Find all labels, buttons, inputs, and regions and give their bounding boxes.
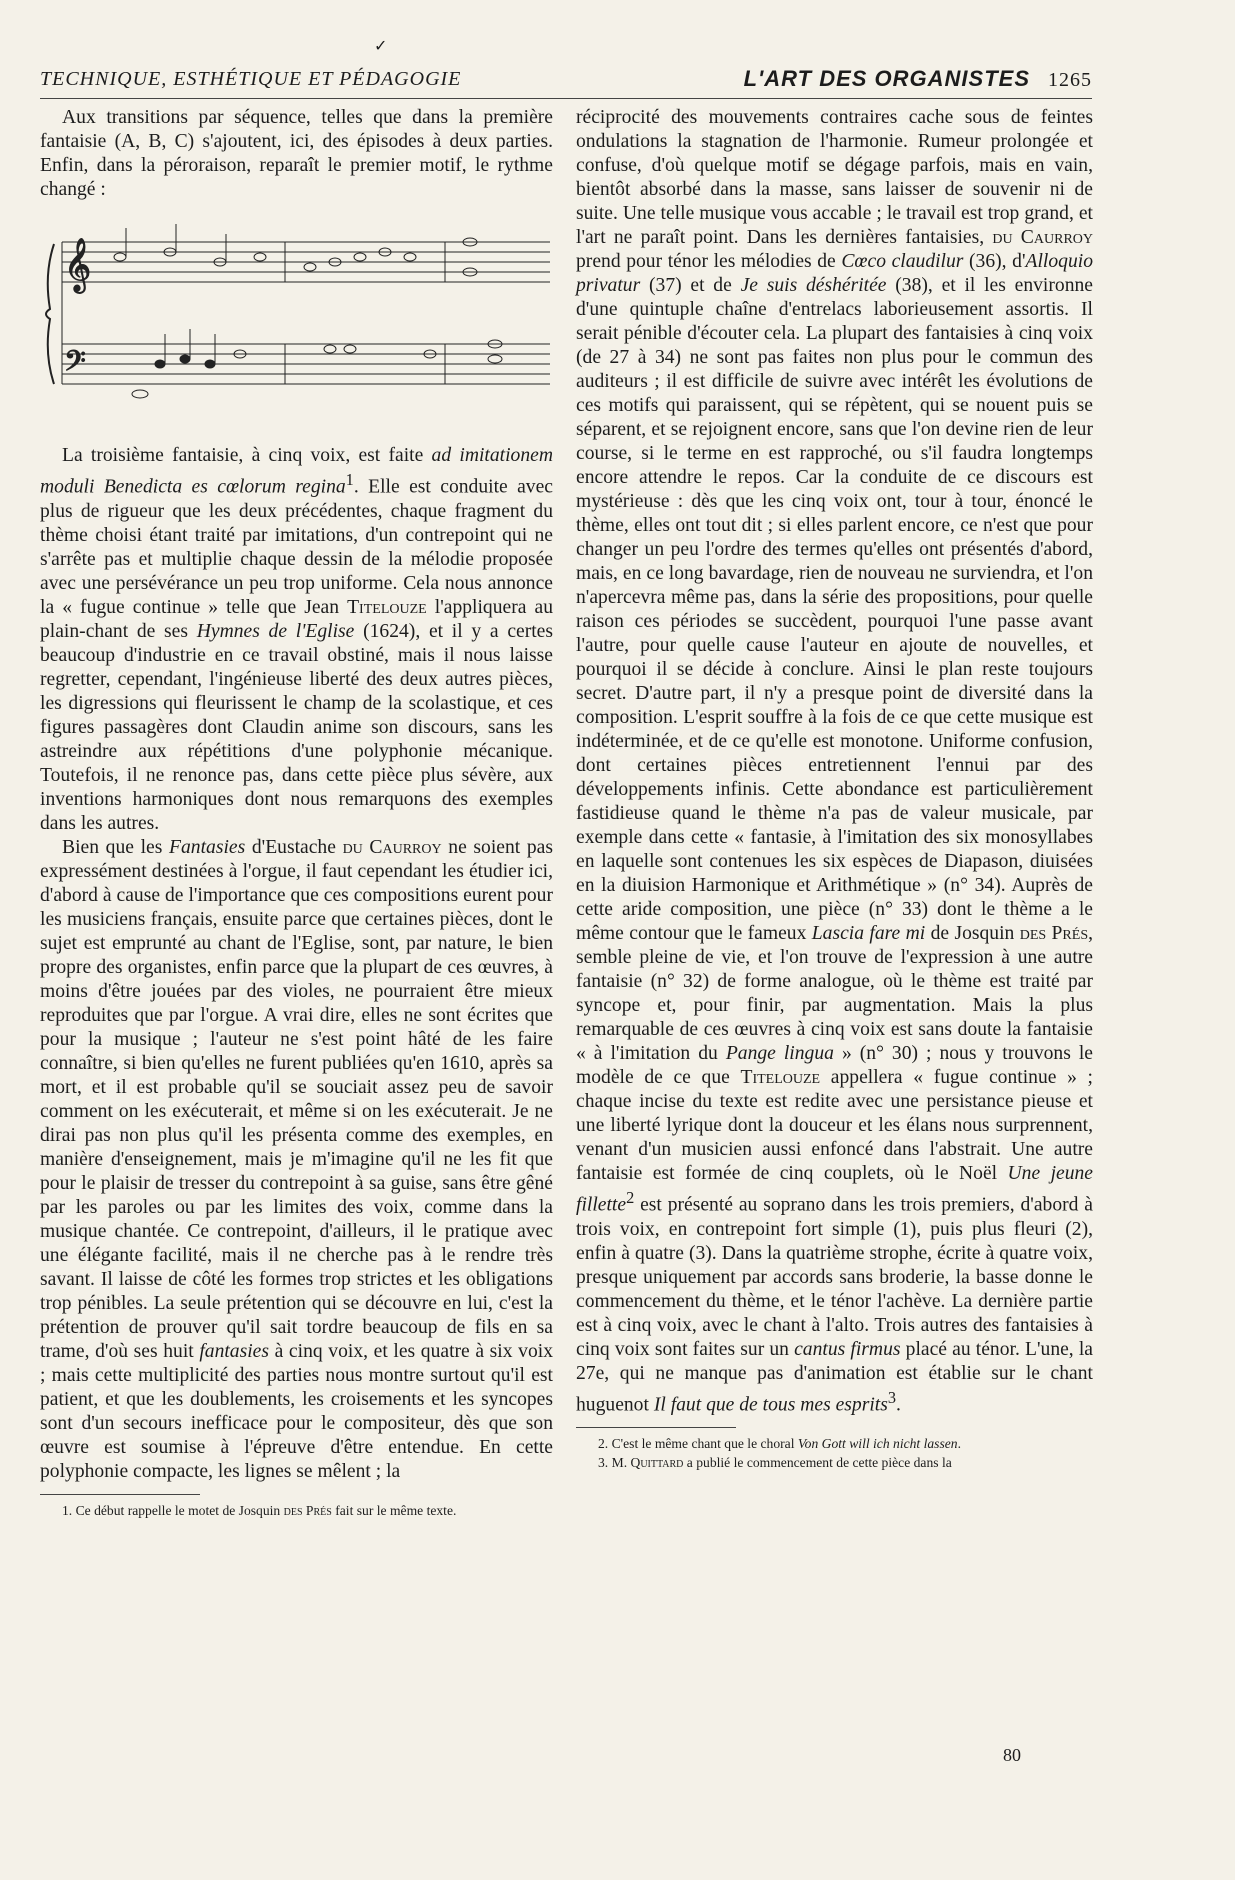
paragraph <box>40 836 553 1484</box>
text-run: de Josquin <box>925 923 1020 944</box>
name-smallcaps: Quittard <box>630 1455 684 1471</box>
name-smallcaps: du Caurroy <box>992 227 1093 248</box>
italic-title: Je suis déshéritée <box>740 275 887 296</box>
text-run: réciprocité des mouvements contraires cache sous de feintes ondulations la stagnation de l'harmonie. Rumeur prolongée et confuse, d'où quelque motif se dégage parfois, mais en vain, bientôt absorbé dans la masse, sans laisser de souvenir ni de suite. Une telle musique vous accable ; le travail est trop grand, et l'art ne paraît point. Dans les dernières fantaisies, <box>576 107 1093 248</box>
footnote-number: 3. <box>598 1455 609 1471</box>
italic-title: Cœco claudilur <box>841 251 964 272</box>
italic-title: Il faut que de tous mes esprits <box>653 1394 888 1416</box>
text-run: (37) et de <box>640 275 741 296</box>
text-run: appellera « fugue continue » ; chaque incise du texte est redite avec une persistance pieuse et une liberté lyrique dont la douceur et les élans nous surprennent, venant d'un musicien aussi enfoncé dans l'abstrait. Une autre fantaisie est formée de cinq couplets, où le Noël <box>576 1067 1093 1184</box>
text-run: (38), et il les environne d'une quintuple chaîne d'entrelacs laborieusement assortis. Il serait pénible d'écouter cela. La plupart des fantaisies à cinq voix (de 27 à 34) ne sont pas faites non plus pour le commun des auditeurs ; il est difficile de suivre avec intérêt les évolutions de ces motifs qui paraissent, qui se répètent, qui se nouent puis se séparent, et se rejoignent encore, sans que l'on devine rien de leur course, si le terme en est rapproché, ou s'il faudra longtemps encore attendre le repos. Car la conduite de ce discours est mystérieuse : dès que les cinq voix ont, tour à tour, énoncé le thème, elles ont tout dit ; si elles parlent encore, ce n'est que pour changer un peu l'ordre des termes qu'elles ont présentés d'abord, mais, en ce long bavardage, rien de nouveau ne surviendra, et l'on n'apercevra même pas, dans la série des propositions, pour quelle raison ces périodes se succèdent, pourquoi l'une passe avant l'autre, pour quelle cause l'auteur en ajoute de nouvelles, et pourquoi il se décide à conclure. Ainsi le plan reste toujours secret. D'autre part, il n'y a presque point de diversité dans la composition. L'esprit souffre à la fois de ce que cette musique est indéterminée, et de ce qu'elle est monotone. Uniforme confusion, dont certaines pièces entretiennent l'ennui par des développements infinis. Cette abondance est particulièrement fastidieuse quand le thème n'a pas de valeur musicale, par exemple dans cette « fantasie, à l'imitation des six monosyllabes en laquelle sont contenues les six espèces de Diapason, diuisées en la diuision Harmonique et Arithmétique » (n° 34). Auprès de cette aride composition, une pièce (n° 33) dont le thème a le même contour que le fameux <box>576 275 1093 944</box>
svg-text:𝄞: 𝄞 <box>64 237 92 291</box>
text-run: ne soient pas expressément destinées à l'orgue, il faut cependant les étudier ici, d'abord à cause de l'importance que ces compositions eurent pour les musiciens français, ensuite parce que certaines pièces, dont le sujet est emprunté au chant de l'Eglise, sont, par nature, le bien propre des organistes, enfin parce que la plupart de ces œuvres, à moins d'être jouées par des violes, ne pourraient être mieux reproduites que par l'orgue. A vrai dire, elles ne sont écrites que pour la musique ; l'auteur ne s'est point hâté de les faire connaître, si bien qu'elles ne furent publiées qu'en 1610, après sa mort, et il est probable qu'il se souciait assez peu de savoir comment on les exécuterait, et même si on les exécuterait. Je ne dirai pas non plus qu'il les présenta comme des exemples, en manière d'enseignement, mais je m'imagine qu'il ne les fit que pour le plaisir de tresser du contrepoint à sa guise, sans être gêné par les paroles ou par les limites des voix, comme dans la musique chantée. Ce contrepoint, d'ailleurs, il le pratique avec une élégante facilité, mais il ne cherche pas à le rendre très savant. Il laisse de côté les formes trop strictes et les obligations trop pénibles. La seule prétention qui se découvre en lui, c'est la prétention de prouver qu'il sait tordre beaucoup de fils en sa trame, d'où ses huit <box>40 836 553 1362</box>
footnote <box>40 1501 553 1520</box>
text-run: à cinq voix, et les quatre à six voix ; mais cette multiplicité des parties nous montre surtout qu'il est patient, et que les doublements, les croisements et les syncopes sont d'un secours inefficace pour le compositeur, dès que son œuvre est soumise à l'épreuve d'être entendue. En cette polyphonie compacte, les lignes se mêlent ; la <box>40 1340 553 1482</box>
footnote-rule <box>576 1427 736 1428</box>
text-run: » (n° 30) ; nous y trouvons le modèle de ce que <box>576 1043 1093 1088</box>
music-score-figure <box>40 214 553 404</box>
text-run: . Elle est conduite avec plus de rigueur que les deux précédentes, chaque fragment du thème choisi étant traité par imitations, d'un contrepoint qui ne s'arrête pas et multiplie chaque dessin de la mélodie proposée avec une persévérance un peu trop uniforme. Cela nous annonce la « fugue continue » telle que Jean <box>40 476 553 618</box>
italic-title: Fantasies <box>169 836 246 858</box>
text-run: est présenté au soprano dans les trois premiers, d'abord à trois voix, en contrepoint fort simple (1), puis plus fleuri (2), enfin à quatre (3). Dans la quatrième strophe, écrite à quatre voix, presque uniquement par accords sans broderie, la basse donne le commencement du thème, et le ténor l'achève. La dernière partie est à cinq voix, avec le chant à l'alto. Trois autres des fantaisies à cinq voix sont faites sur un <box>576 1194 1093 1360</box>
text-run: d'Eustache <box>245 836 343 858</box>
paragraph: Aux transitions par séquence, telles que dans la première fantaisie (A, B, C) s'ajoutent, ici, des épisodes à deux parties. Enfin, dans la péroraison, reparaît le premier motif, le rythme changé : <box>40 107 553 200</box>
text-run: , semble pleine de vie, et l'on trouve de l'expression à une autre fantaisie (n° 32) de forme analogue, où le thème est traité par syncope et, pour finir, par augmentation. Mais la plus remarquable de ces œuvres à cinq voix est sans doute la fantaisie « à l'imitation du <box>576 923 1094 1064</box>
footnote <box>576 1453 1093 1472</box>
svg-text:𝄢: 𝄢 <box>64 345 86 385</box>
text-run: a publié le commencement de cette pièce dans la <box>683 1455 952 1471</box>
text-run: Ce début rappelle le motet de Josquin <box>72 1502 284 1518</box>
header-right-title: L'ART DES ORGANISTES <box>743 66 1030 91</box>
page-number: 1265 <box>1048 69 1092 91</box>
text-run: (36), d' <box>963 251 1026 272</box>
italic-title: Lascia fare mi <box>811 923 926 944</box>
italic-term: cantus firmus <box>794 1338 901 1360</box>
footnote-ref: 1 <box>345 470 354 489</box>
tick-mark: ✓ <box>374 38 388 55</box>
running-header <box>40 62 1092 99</box>
text-run: . <box>896 1394 901 1416</box>
name-smallcaps: des Prés <box>1019 923 1089 944</box>
italic-title: Une jeune fillette <box>576 1163 1093 1216</box>
text-run: C'est le même chant que le choral <box>608 1436 798 1452</box>
header-left-title: TECHNIQUE, ESTHÉTIQUE ET PÉDAGOGIE <box>40 68 462 90</box>
text-run: La troisième fantaisie, à cinq voix, est faite <box>62 445 432 466</box>
text-run: (1624), et il y a certes beaucoup d'industrie en ce travail obstiné, mais il nous laisse regretter, cependant, l'ingénieuse liberté des deux autres pièces, les digressions qui fleurissent le champ de la scolastique, et ces figures passagères dont Claudin anime son discours, sans les astreindre aux répétitions d'une polyphonie mécanique. Toutefois, il ne renonce pas, dans cette pièce plus sévère, aux inventions harmoniques dont nous remarquons des exemples dans les autres. <box>40 620 553 834</box>
text-run: M. <box>608 1455 631 1471</box>
italic-title: Pange lingua <box>725 1043 834 1064</box>
italic-title: Alloquio privatur <box>576 251 1093 296</box>
text-run: prend pour ténor les mélodies de <box>576 251 842 272</box>
text-run: l'appliquera au plain-chant de ses <box>40 596 553 642</box>
italic-title: ad imitationem moduli Benedicta es cœlorum regina <box>40 445 553 498</box>
text-run: Bien que les <box>62 836 170 858</box>
name-smallcaps: Titelouze <box>347 596 427 618</box>
paragraph <box>40 444 553 836</box>
footnote-number: 2. <box>598 1436 609 1452</box>
name-smallcaps: Titelouze <box>740 1067 821 1088</box>
italic-title: Hymnes de l'Eglise <box>196 620 355 642</box>
text-run: fait sur le même texte. <box>331 1502 457 1518</box>
left-column <box>40 106 553 1520</box>
footnote-ref: 2 <box>626 1188 635 1207</box>
text-run: . <box>957 1436 962 1452</box>
paragraph <box>576 106 1093 1417</box>
music-example <box>40 214 553 404</box>
italic-title: Von Gott will ich nicht lassen <box>797 1436 958 1452</box>
footnote-rule <box>40 1494 200 1495</box>
name-smallcaps: du Caurroy <box>342 836 442 858</box>
footnote-ref: 3 <box>887 1387 897 1407</box>
italic-word: fantasies <box>199 1340 269 1362</box>
name-smallcaps: des Prés <box>283 1502 332 1518</box>
right-column <box>576 106 1093 1472</box>
signature-mark: 80 <box>1003 1745 1021 1765</box>
header-right <box>744 66 1092 92</box>
text-run: placé au ténor. L'une, la 27e, qui ne manque pas d'animation est établie sur le chant huguenot <box>576 1338 1093 1416</box>
footnote-number: 1. <box>62 1502 73 1518</box>
footnote <box>576 1434 1093 1453</box>
